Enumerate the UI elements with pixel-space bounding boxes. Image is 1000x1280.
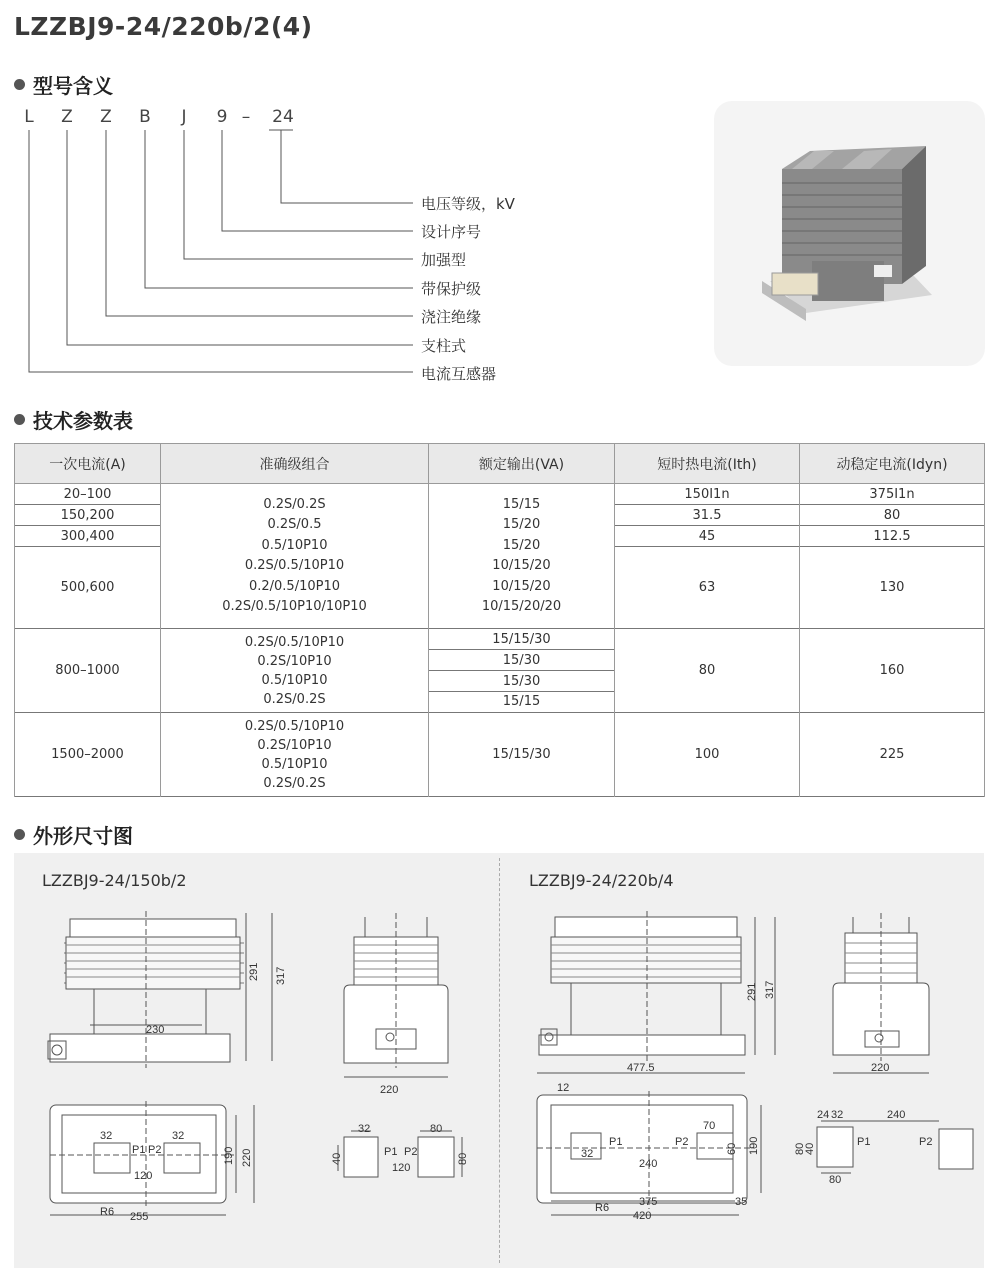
dim-220: 220 [871,1062,890,1074]
dim-317: 317 [764,980,776,999]
dim-r6: R6 [100,1206,115,1218]
code-letter: Z [61,107,73,127]
dim-190: 190 [748,1136,760,1155]
header-primary-current: 一次电流(A) [15,444,161,484]
dim-32b: 32 [172,1130,185,1142]
code-letter: 24 [272,107,294,127]
dim-s240: 240 [887,1109,906,1121]
dim-r6: R6 [595,1202,610,1214]
dim-220-vertical: 220 [241,1148,253,1167]
dim-291: 291 [248,962,260,981]
cell-value: 130 [879,580,905,595]
dim-420: 420 [633,1210,652,1222]
cell-value: 150I1n [615,484,799,505]
cell-output: 15/15/30 [429,713,615,797]
cell-value: 20–100 [15,484,160,505]
code-letter: – [241,107,251,127]
params-table-wrap [14,443,985,797]
dim-240: 240 [639,1158,658,1170]
cell-accuracy [161,629,429,713]
dim-s32: 32 [358,1123,371,1135]
dim-32a: 32 [100,1130,113,1142]
meaning-current-transformer: 电流互感器 [421,365,497,383]
cell-line: 0.2S/0.2S [263,496,326,512]
page-title: LZZBJ9-24/220b/2(4) [14,12,313,41]
dim-s40: 40 [804,1142,816,1155]
cell-value: 63 [698,580,716,595]
cell-line: 0.2S/0.2S [263,775,326,791]
cell-ith: 80 [615,629,800,713]
dim-291: 291 [746,982,758,1001]
front-view-left [48,911,272,1068]
header-accuracy: 准确级组合 [161,444,429,484]
drawing-label-left: LZZBJ9-24/150b/2 [42,871,187,890]
dim-220: 220 [380,1084,399,1096]
cell-value: 15/30 [429,671,614,692]
cell-line: 15/20 [502,517,541,532]
label-p2: P2 [148,1144,162,1156]
dim-s80-vertical: 80 [794,1142,806,1155]
label-sp2: P2 [919,1136,933,1148]
dim-s120: 120 [392,1162,411,1174]
cell-line: 0.5/10P10 [261,672,328,688]
dim-s24: 24 [817,1109,830,1121]
cell-line: 0.2S/0.5/10P10 [244,718,345,734]
dim-120: 120 [134,1170,153,1182]
cell-line: 10/15/20 [492,558,551,573]
bullet-icon [14,829,25,840]
cell-line: 15/20 [502,537,541,553]
cell-idyn: 225 [800,713,985,797]
cell-line: 10/15/20/20 [481,599,562,614]
section-dimensions [14,820,133,849]
meaning-post-type: 支柱式 [421,337,467,355]
cell-idyn: 160 [800,629,985,713]
side-view-left [344,913,448,1077]
dim-70: 70 [703,1120,716,1132]
dim-230: 230 [146,1024,165,1036]
dim-35: 35 [735,1196,748,1208]
params-table [14,443,985,797]
dim-s80-vertical: 80 [457,1152,469,1165]
transformer-image [714,101,985,366]
cell-line: 10/15/20 [492,578,551,594]
front-view-right [537,911,775,1073]
cell-line: 0.2/0.5/10P10 [248,578,341,594]
cell-idyn [800,484,985,629]
dim-255: 255 [130,1211,149,1223]
code-letter: L [24,107,34,127]
cell-value: 31.5 [615,505,799,526]
product-photo [714,101,985,366]
cell-line: 0.2S/10P10 [257,737,332,753]
cell-line: 0.2S/0.2S [263,691,326,707]
cell-line: 0.2S/0.5/10P10/10P10 [222,599,367,614]
cell-output [429,629,615,713]
table-header-row [15,444,985,484]
code-letter: Z [100,107,112,127]
dim-12: 12 [557,1082,570,1094]
label-p1: P1 [609,1136,623,1148]
cell-currents [15,484,161,629]
cell-line: 15/15 [502,496,541,512]
cell-accuracy [161,713,429,797]
header-idyn: 动稳定电流(Idyn) [800,444,985,484]
cell-value: 80 [800,505,984,526]
cell-current: 1500–2000 [15,713,161,797]
code-letter: J [181,107,187,127]
cell-value: 300,400 [15,526,160,547]
table-group-1 [15,484,985,629]
dim-s80: 80 [829,1174,842,1186]
model-code-leader-lines [0,0,420,390]
cell-line: 0.5/10P10 [261,537,328,553]
cell-accuracy [161,484,429,629]
label-sp1: P1 [384,1146,398,1158]
meaning-reinforced: 加强型 [421,251,467,269]
meaning-cast-insulation: 浇注绝缘 [421,308,482,326]
label-p1: P1 [132,1144,146,1156]
cell-value: 500,600 [60,580,115,595]
header-rated-output: 额定输出(VA) [429,444,615,484]
cell-line: 0.2S/0.5/10P10 [244,558,345,573]
cell-value: 15/15 [502,694,541,709]
cell-line: 0.2S/10P10 [257,653,332,669]
cell-value: 15/15/30 [429,629,614,650]
dim-s80: 80 [430,1123,443,1135]
drawing-left [14,853,499,1268]
meaning-voltage: 电压等级，kV [421,195,515,213]
drawing-right [499,853,984,1268]
cell-value: 112.5 [800,526,984,547]
header-ith: 短时热电流(Ith) [615,444,800,484]
cell-output [429,484,615,629]
cell-current: 800–1000 [15,629,161,713]
dim-317: 317 [275,966,287,985]
dim-s40: 40 [331,1152,343,1165]
dim-477-5: 477.5 [627,1062,655,1074]
dim-s32: 32 [831,1109,844,1121]
label-sp1: P1 [857,1136,871,1148]
cell-line: 0.2S/0.5/10P10 [244,634,345,650]
cell-value: 150,200 [15,505,160,526]
code-letter: B [139,107,151,127]
dim-190: 190 [223,1146,235,1165]
meaning-protection: 带保护级 [421,280,482,298]
cell-line: 0.5/10P10 [261,756,328,772]
dim-375: 375 [639,1196,658,1208]
table-group-3 [15,713,985,797]
side-view-right [833,913,929,1073]
terminal-detail-right [817,1121,973,1173]
label-sp2: P2 [404,1146,418,1158]
section-title: 外形尺寸图 [33,824,133,848]
dim-60: 60 [726,1142,738,1155]
cell-ith: 100 [615,713,800,797]
label-p2: P2 [675,1136,689,1148]
table-group-2 [15,629,985,713]
code-letter: 9 [216,107,228,127]
section-tech-params [14,405,133,434]
cell-value: 45 [615,526,799,547]
section-title: 技术参数表 [33,409,133,433]
drawing-label-right: LZZBJ9-24/220b/4 [529,871,674,890]
cell-value: 375I1n [800,484,984,505]
section-title: 型号含义 [33,74,113,98]
bullet-icon [14,414,25,425]
cell-value: 15/30 [429,650,614,671]
cell-line: 0.2S/0.5 [267,517,322,532]
meaning-design-number: 设计序号 [421,223,482,241]
dim-32: 32 [581,1148,594,1160]
cell-ith [615,484,800,629]
